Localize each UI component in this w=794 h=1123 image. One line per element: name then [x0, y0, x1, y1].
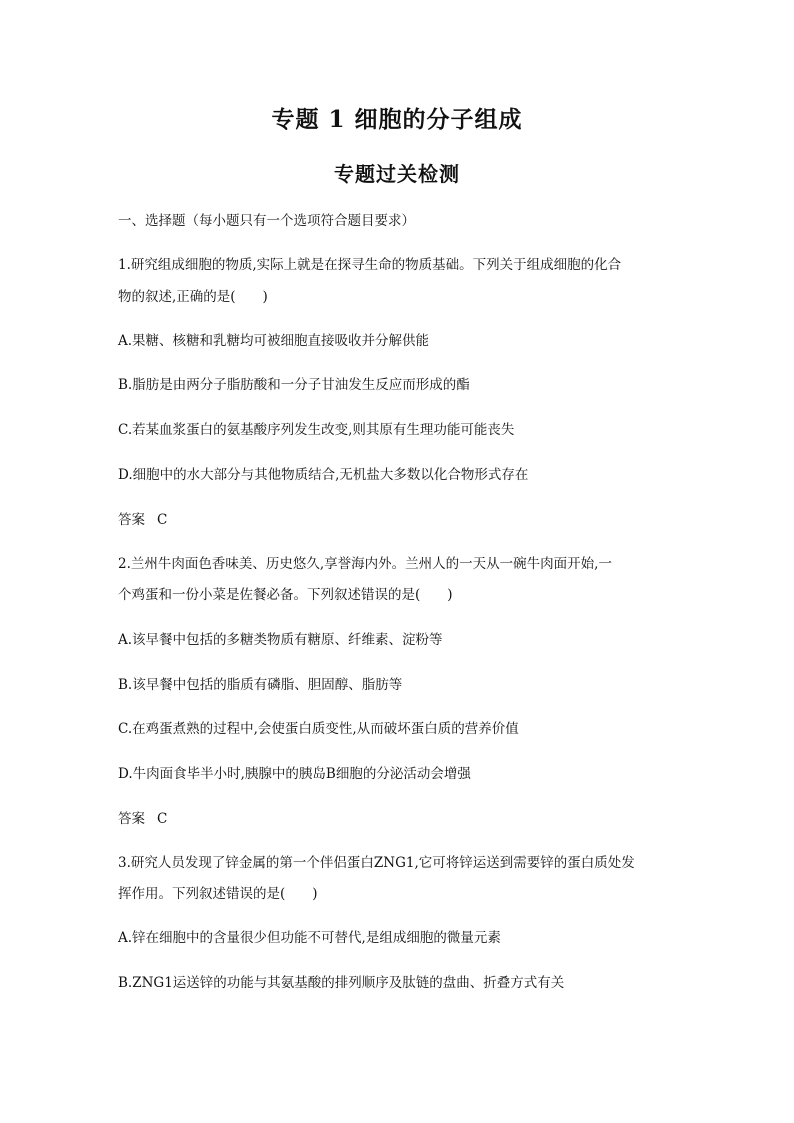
answer-label: 答案: [118, 811, 145, 827]
answer-value: C: [157, 512, 168, 528]
question-3-option-b: B.ZNG1运送锌的功能与其氨基酸的排列顺序及肽链的盘曲、折叠方式有关: [118, 975, 565, 991]
question-3-stem-line-1: 3.研究人员发现了锌金属的第一个伴侣蛋白ZNG1,它可将锌运送到需要锌的蛋白质处发: [118, 855, 635, 871]
question-1-option-d: D.细胞中的水大部分与其他物质结合,无机盐大多数以化合物形式存在: [118, 467, 529, 483]
section-heading: 一、选择题（每小题只有一个选项符合题目要求）: [118, 213, 415, 229]
question-1-stem-line-1: 1.研究组成细胞的物质,实际上就是在探寻生命的物质基础。下列关于组成细胞的化合: [118, 257, 622, 273]
answer-label: 答案: [118, 512, 145, 528]
question-2-option-b: B.该早餐中包括的脂质有磷脂、胆固醇、脂肪等: [118, 677, 403, 693]
question-2-option-c: C.在鸡蛋煮熟的过程中,会使蛋白质变性,从而破坏蛋白质的营养价值: [118, 721, 519, 737]
question-3-stem-line-2: 挥作用。下列叙述错误的是( ): [118, 886, 318, 902]
question-2-option-a: A.该早餐中包括的多糖类物质有糖原、纤维素、淀粉等: [118, 632, 443, 648]
question-2-stem-line-2: 个鸡蛋和一份小菜是佐餐必备。下列叙述错误的是( ): [118, 587, 453, 603]
answer-value: C: [157, 811, 168, 827]
page-subtitle: 专题过关检测: [334, 162, 460, 186]
question-1-option-a: A.果糖、核糖和乳糖均可被细胞直接吸收并分解供能: [118, 333, 430, 349]
question-1-stem-line-2: 物的叙述,正确的是( ): [118, 289, 268, 305]
question-2-option-d: D.牛肉面食毕半小时,胰腺中的胰岛B细胞的分泌活动会增强: [118, 766, 471, 782]
page-title: 专题 1 细胞的分子组成: [271, 106, 523, 133]
question-2-stem-line-1: 2.兰州牛肉面色香味美、历史悠久,享誉海内外。兰州人的一天从一碗牛肉面开始,一: [118, 556, 612, 572]
question-1-answer: [118, 511, 688, 529]
question-1-option-c: C.若某血浆蛋白的氨基酸序列发生改变,则其原有生理功能可能丧失: [118, 422, 515, 438]
question-2-answer: [118, 810, 688, 828]
question-1-option-b: B.脂肪是由两分子脂肪酸和一分子甘油发生反应而形成的酯: [118, 377, 470, 393]
question-3-option-a: A.锌在细胞中的含量很少但功能不可替代,是组成细胞的微量元素: [118, 930, 501, 946]
